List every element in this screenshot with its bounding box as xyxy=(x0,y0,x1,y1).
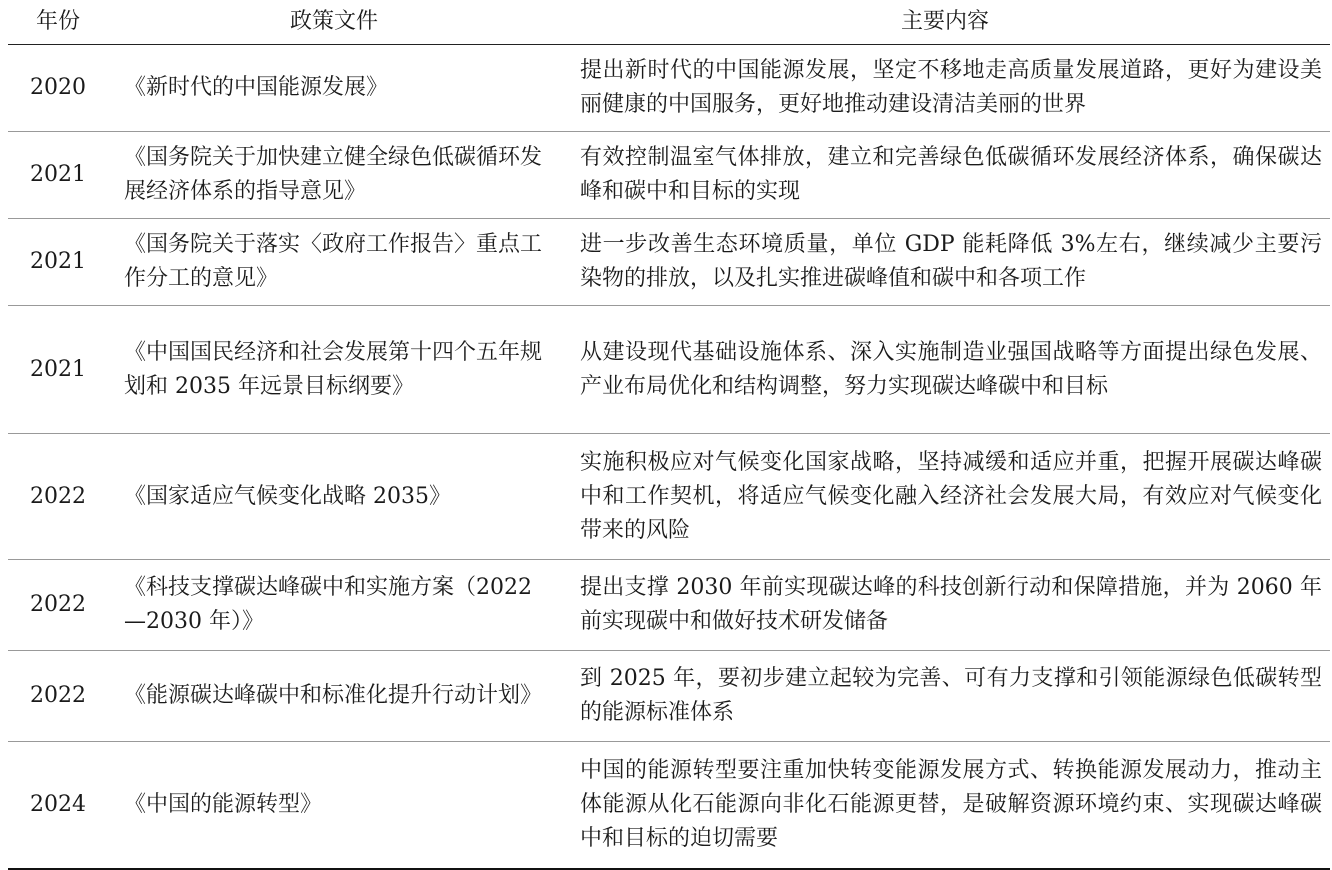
cell-content: 提出支撑 2030 年前实现碳达峰的科技创新行动和保障措施，并为 2060 年前实现碳中和做好技术研发储备 xyxy=(560,560,1330,651)
policy-table-container xyxy=(8,0,1330,870)
table-row xyxy=(8,742,1330,870)
cell-content: 提出新时代的中国能源发展，坚定不移地走高质量发展道路，更好为建设美丽健康的中国服务，更好地推动建设清洁美丽的世界 xyxy=(560,45,1330,132)
cell-content: 进一步改善生态环境质量，单位 GDP 能耗降低 3%左右，继续减少主要污染物的排放，以及扎实推进碳峰值和碳中和各项工作 xyxy=(560,219,1330,306)
cell-year: 2022 xyxy=(8,434,108,560)
cell-document: 《中国的能源转型》 xyxy=(108,742,560,870)
table-row xyxy=(8,132,1330,219)
cell-year: 2021 xyxy=(8,219,108,306)
table-row xyxy=(8,45,1330,132)
table-row xyxy=(8,306,1330,434)
cell-year: 2021 xyxy=(8,306,108,434)
header-year: 年份 xyxy=(8,0,108,45)
cell-year: 2020 xyxy=(8,45,108,132)
cell-document: 《中国国民经济和社会发展第十四个五年规划和 2035 年远景目标纲要》 xyxy=(108,306,560,434)
cell-document: 《国务院关于落实〈政府工作报告〉重点工作分工的意见》 xyxy=(108,219,560,306)
cell-content: 到 2025 年，要初步建立起较为完善、可有力支撑和引领能源绿色低碳转型的能源标准体系 xyxy=(560,651,1330,742)
table-row xyxy=(8,651,1330,742)
cell-document: 《科技支撑碳达峰碳中和实施方案（2022—2030 年）》 xyxy=(108,560,560,651)
cell-document: 《新时代的中国能源发展》 xyxy=(108,45,560,132)
cell-content: 中国的能源转型要注重加快转变能源发展方式、转换能源发展动力，推动主体能源从化石能源向非化石能源更替，是破解资源环境约束、实现碳达峰碳中和目标的迫切需要 xyxy=(560,742,1330,870)
cell-year: 2022 xyxy=(8,560,108,651)
cell-year: 2022 xyxy=(8,651,108,742)
cell-document: 《能源碳达峰碳中和标准化提升行动计划》 xyxy=(108,651,560,742)
cell-content: 从建设现代基础设施体系、深入实施制造业强国战略等方面提出绿色发展、产业布局优化和结构调整，努力实现碳达峰碳中和目标 xyxy=(560,306,1330,434)
cell-content: 有效控制温室气体排放，建立和完善绿色低碳循环发展经济体系，确保碳达峰和碳中和目标的实现 xyxy=(560,132,1330,219)
header-content: 主要内容 xyxy=(560,0,1330,45)
table-row xyxy=(8,434,1330,560)
cell-content: 实施积极应对气候变化国家战略，坚持减缓和适应并重，把握开展碳达峰碳中和工作契机，将适应气候变化融入经济社会发展大局，有效应对气候变化带来的风险 xyxy=(560,434,1330,560)
cell-year: 2021 xyxy=(8,132,108,219)
header-row xyxy=(8,0,1330,45)
cell-document: 《国家适应气候变化战略 2035》 xyxy=(108,434,560,560)
table-body xyxy=(8,45,1330,870)
table-row xyxy=(8,219,1330,306)
table-header xyxy=(8,0,1330,45)
table-row xyxy=(8,560,1330,651)
header-document: 政策文件 xyxy=(108,0,560,45)
cell-document: 《国务院关于加快建立健全绿色低碳循环发展经济体系的指导意见》 xyxy=(108,132,560,219)
cell-year: 2024 xyxy=(8,742,108,870)
policy-table xyxy=(8,0,1330,870)
